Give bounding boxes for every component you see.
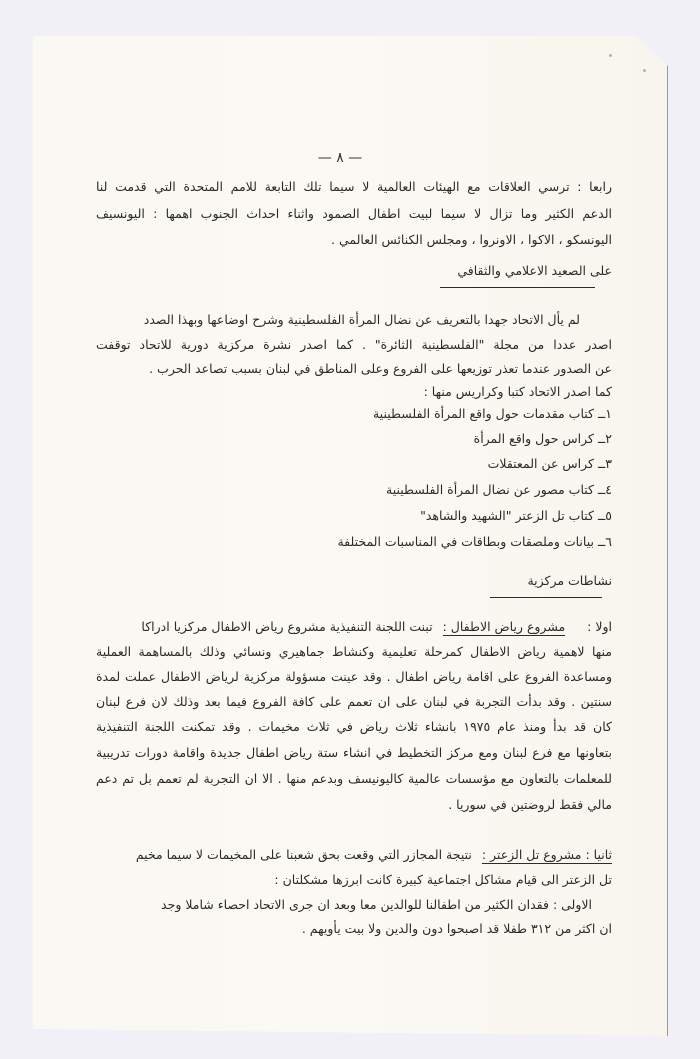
second-project-line: ان اكثر من ٣١٢ طفلا قد اصبحوا دون والدين ولا بيت يأويهم . [301, 921, 612, 936]
first-text: تبنت اللجنة التنفيذية مشروع رياض الاطفال مركزيا ادراكا [141, 619, 433, 634]
first-label: اولا : [587, 619, 612, 634]
publication-item: ٥ــ كتاب تل الزعتر "الشهيد والشاهد" [420, 508, 612, 523]
publication-item: ٣ــ كراس عن المعتقلات [487, 456, 612, 471]
media-paragraph-line: كما اصدر الاتحاد كتبا وكراريس منها : [423, 384, 612, 399]
second-text: نتيجة المجازر التي وقعت بحق شعبنا على المخيمات لا سيما مخيم [135, 847, 472, 862]
second-label: ثانيا : [585, 847, 612, 862]
first-project-line: للمعلمات بالتعاون مع مؤسسات عالمية كاليونيسف وبدعم منها . الا ان التجربة لم تعمم بل تم دعم [96, 771, 612, 786]
second-project-line: تل الزعتر الى قيام مشاكل اجتماعية كبيرة كانت ابرزها مشكلتان : [274, 872, 612, 887]
heading-underline [490, 597, 602, 598]
second-label-title [482, 847, 612, 864]
first-title: مشروع رياض الاطفال : [442, 619, 566, 634]
media-paragraph-line: عن الصدور عندما تعذر توزيعها على الفروع وعلى المناطق في لبنان بسبب تصاعد الحرب . [149, 361, 612, 376]
publication-item: ٢ــ كراس حول واقع المرأة [473, 431, 612, 446]
first-project-line: منها لاهمية رياض الاطفال كمرحلة تعليمية وكنشاط جماهيري ونسائي وذلك بالمساهمة العملية [96, 644, 612, 659]
first-project-line: كان قد بدأ ومنذ عام ١٩٧٥ بانشاء ثلاث رياض في ثلاث مخيمات . وقد تمكنت اللجنة التنفيذية [96, 719, 613, 734]
first-project-line: مالي فقط لروضتين في سوريا . [448, 797, 612, 812]
second-project-line: الاولى : فقدان الكثير من اطفالنا للوالدين معا وبعد ان جرى الاتحاد احصاء شاملا وجد [161, 897, 592, 912]
second-project-line [96, 846, 612, 864]
first-project-line [96, 618, 612, 636]
media-paragraph-line: اصدر عددا من مجلة "الفلسطينية الثائرة" . كما اصدر نشرة مركزية دورية للاتحاد توقفت [96, 337, 612, 352]
intro-line: اليونسكو ، الاكوا ، الاونروا ، ومجلس الكنائس العالمي . [331, 232, 612, 247]
first-project-line: ومساعدة الفروع على اقامة رياض اطفال . وقد عينت مسؤولة مركزية لرياض الاطفال عملت لمدة [96, 669, 612, 684]
first-project-line: سنتين . وقد بدأت التجربة في لبنان على ان تعمم على كافة الفروع فيما بعد وذلك لان فرع لبنان [96, 694, 612, 709]
section-heading-media: على الصعيد الاعلامي والثقافي [457, 263, 612, 278]
intro-line: الدعم الكثير وما تزال لا سيما لبيت اطفال الصمود واثناء احداث الجنوب اهمها : اليونسيف [96, 206, 612, 221]
first-project-line: بتعاونها مع فرع لبنان ومع مركز التخطيط في انشاء ستة رياض اطفال جديدة واقامة دورات تدريبية [96, 745, 612, 760]
publication-item: ١ــ كتاب مقدمات حول واقع المرأة الفلسطينية [372, 406, 612, 421]
heading-underline [440, 287, 595, 288]
page-number: — ٨ — [317, 150, 363, 166]
publication-item: ٦ــ بيانات وملصقات وبطاقات في المناسبات المختلفة [337, 534, 612, 549]
publication-item: ٤ــ كتاب مصور عن نضال المرأة الفلسطينية [386, 482, 612, 497]
second-title: مشروع تل الزعتر : [481, 847, 582, 862]
section-heading-central-activities: نشاطات مركزية [527, 573, 612, 588]
media-paragraph-line: لم يأل الاتحاد جهدا بالتعريف عن نضال المرأة الفلسطينية وشرح اوضاعها وبهذا الصدد [143, 312, 580, 327]
intro-line: رابعا : ترسي العلاقات مع الهيئات العالمية لا سيما تلك التابعة للامم المتحدة التي قدمت لنا [96, 179, 612, 194]
